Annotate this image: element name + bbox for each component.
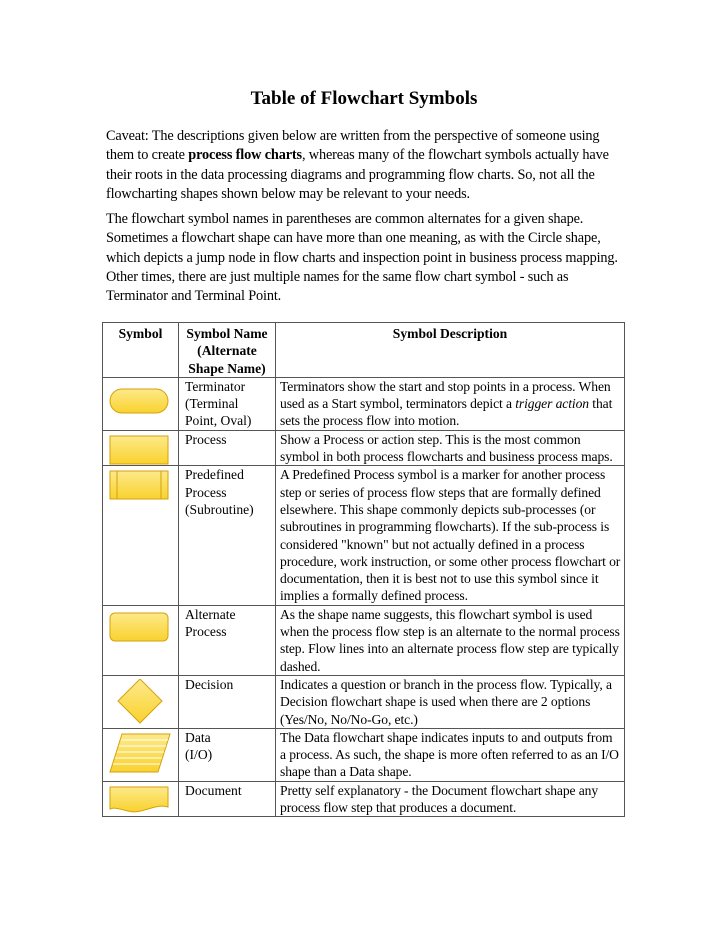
symbol-name-line: Predefined <box>185 467 244 483</box>
table-header-row <box>103 323 625 378</box>
symbol-name-cell <box>179 781 276 817</box>
symbol-cell <box>103 605 179 675</box>
symbol-cell <box>103 728 179 781</box>
symbol-name-line: (I/O) <box>185 747 213 763</box>
alternate-process-shape-icon <box>108 609 172 649</box>
symbol-name-cell <box>179 728 276 781</box>
symbol-description-cell <box>276 377 625 430</box>
symbol-name-cell <box>179 675 276 728</box>
header-description: Symbol Description <box>276 323 625 378</box>
description-text: that sets the process flow into motion. <box>280 396 613 429</box>
caveat-text-end: , whereas many of the flowchart symbols actually have their roots in the data processing diagrams and programming flow charts. So, not all the flowcharting shapes shown below may be relevant to your needs. <box>106 147 609 202</box>
table-row <box>103 466 625 605</box>
symbol-name-line: (Subroutine) <box>185 501 254 517</box>
symbol-cell <box>103 675 179 728</box>
symbol-name-cell <box>179 605 276 675</box>
symbol-cell <box>103 377 179 430</box>
table-row <box>103 675 625 728</box>
symbol-cell <box>103 430 179 466</box>
caveat-paragraph <box>106 127 626 204</box>
symbol-description-cell: Show a Process or action step. This is the most common symbol in both process flowcharts and business process maps. <box>276 430 625 466</box>
symbol-name-line: Data <box>185 729 211 745</box>
symbol-name-line: Process <box>185 624 227 640</box>
table-row <box>103 605 625 675</box>
flowchart-symbols-table <box>102 322 625 817</box>
header-name-line: Shape Name) <box>188 360 266 376</box>
symbol-cell <box>103 781 179 817</box>
header-symbol: Symbol <box>103 323 179 378</box>
symbol-description-cell: Pretty self explanatory - the Document flowchart shape any process flow step that produces a document. <box>276 781 625 817</box>
symbol-name-cell <box>179 466 276 605</box>
symbol-name-line: Terminator <box>185 378 246 394</box>
alternate-names-paragraph: The flowchart symbol names in parentheses are common alternates for a given shape. Sometimes a flowchart shape can have more than one meaning, as with the Circle shape, which depicts a jump node in flow charts and inspection point in business process mapping. Other times, there are just multiple names for the same flow chart symbol - such as Terminator and Terminal Point. <box>106 211 618 305</box>
header-name-line: Symbol Name <box>186 326 268 341</box>
symbol-cell <box>103 466 179 605</box>
description-text: Terminators show the start and stop points in a process. When used as a Start symbol, terminators depict a <box>280 378 611 412</box>
caveat-text-start: Caveat: The descriptions given below are written from the perspective of someone using them to create <box>106 128 600 164</box>
terminator-shape-icon <box>108 381 172 423</box>
symbol-description-cell: A Predefined Process symbol is a marker for another process step or series of process flow steps that are formally defined elsewhere. This shape commonly depicts sub-processes (or subroutines in programming flowcharts). If the sub-process is considered "known" but not actually defined in a process procedure, work instruction, or some other process flowchart or documentation, then it is best not to use this symbol since it implies a formally defined process. <box>276 466 625 605</box>
symbol-description-cell: The Data flowchart shape indicates inputs to and outputs from a process. As such, the shape is more often referred to as an I/O shape than a Data shape. <box>276 728 625 781</box>
symbol-description-cell: Indicates a question or branch in the process flow. Typically, a Decision flowchart shape is used when there are 2 options (Yes/No, No/No-Go, etc.) <box>276 675 625 728</box>
symbol-name-line: Document <box>185 782 242 798</box>
caveat-bold-text: process flow charts <box>188 147 302 164</box>
header-symbol-name <box>179 323 276 378</box>
symbol-name-line: Process <box>185 484 227 500</box>
table-row <box>103 728 625 781</box>
symbol-name-line: (Terminal <box>185 396 239 412</box>
symbol-name-line: Point, Oval) <box>185 413 252 429</box>
symbol-name-line: Decision <box>185 676 234 692</box>
symbol-name-cell <box>179 430 276 466</box>
table-row <box>103 377 625 430</box>
data-parallelogram-icon <box>108 732 172 776</box>
table-row <box>103 781 625 817</box>
description-italic-text: trigger action <box>515 396 589 412</box>
symbol-name-cell <box>179 377 276 430</box>
symbol-description-cell: As the shape name suggests, this flowchart symbol is used when the process flow step is an alternate to the normal process step. Flow lines into an alternate process flow step are typically dashed. <box>276 605 625 675</box>
symbol-name-line: Alternate <box>185 606 236 622</box>
table-row <box>103 430 625 466</box>
document-shape-icon <box>108 785 172 817</box>
decision-diamond-icon <box>108 679 172 727</box>
predefined-process-shape-icon <box>108 469 172 509</box>
symbol-name-line: Process <box>185 431 227 447</box>
page-title: Table of Flowchart Symbols <box>250 88 478 109</box>
header-name-line: (Alternate <box>197 343 257 359</box>
